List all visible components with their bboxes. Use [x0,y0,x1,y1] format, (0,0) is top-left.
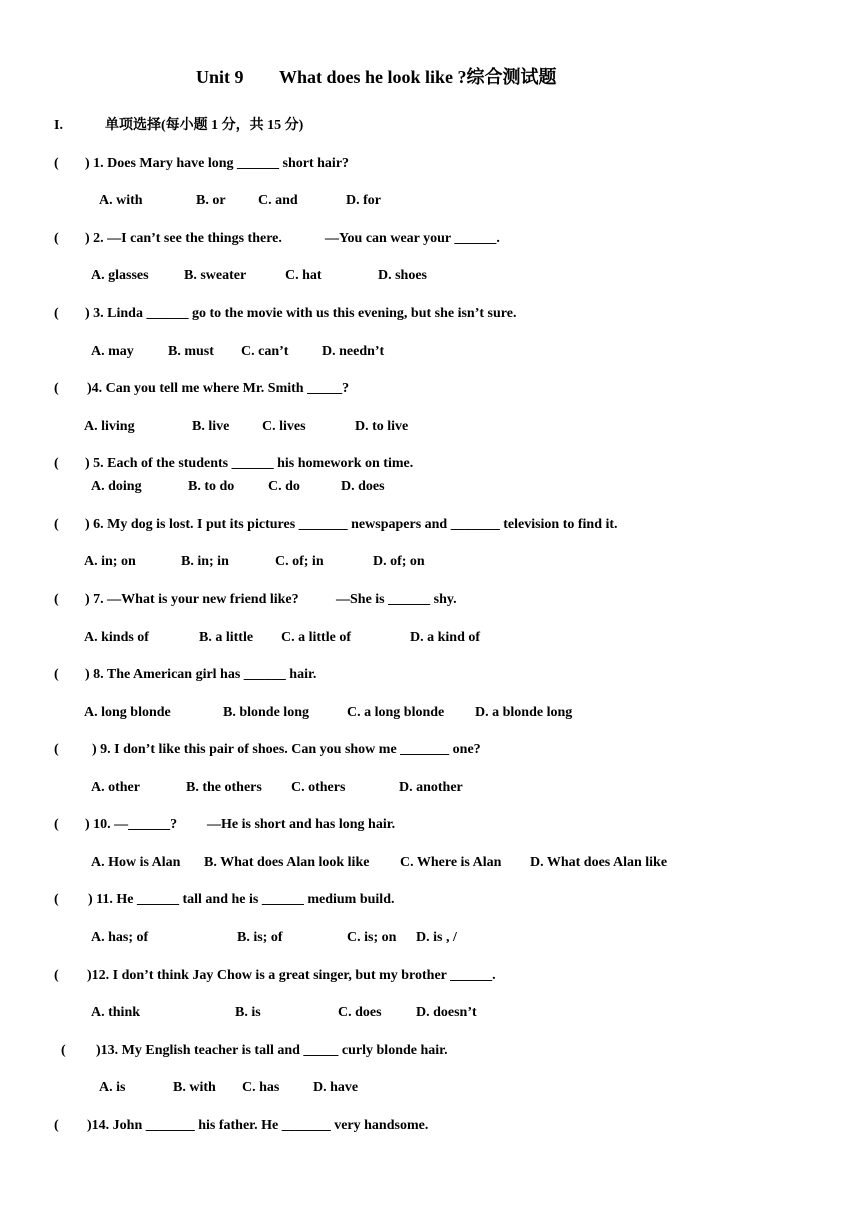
question-stem: )14. John _______ his father. He _______ very handsome. [87,1118,429,1133]
answer-paren: ( [54,892,59,907]
option-d: D. a blonde long [475,705,573,720]
option-c: C. a little of [281,630,351,645]
option-c: C. and [258,193,298,208]
question-stem: ) 3. Linda ______ go to the movie with us this evening, but she isn’t sure. [85,306,517,321]
option-b: B. sweater [184,268,247,283]
option-c: C. do [268,479,300,494]
answer-paren: ( [54,592,59,607]
option-a: A. in; on [84,554,136,569]
option-c: C. Where is Alan [400,855,502,870]
option-b: B. What does Alan look like [204,855,370,870]
question-stem: ) 5. Each of the students ______ his homework on time. [85,456,414,471]
answer-paren: ( [54,817,59,832]
question-stem-reply: —He is short and has long hair. [207,817,396,832]
option-d: D. does [341,479,385,494]
answer-paren: ( [54,517,59,532]
option-b: B. a little [199,630,254,645]
question-stem: ) 7. —What is your new friend like? [85,592,299,607]
option-d: D. needn’t [322,344,385,359]
option-a: A. How is Alan [91,855,181,870]
question-stem: ) 1. Does Mary have long ______ short hair? [85,156,350,171]
option-b: B. to do [188,479,235,494]
option-a: A. living [84,419,135,434]
option-d: D. a kind of [410,630,481,645]
option-a: A. is [99,1080,126,1095]
option-a: A. other [91,780,140,795]
answer-paren: ( [54,968,59,983]
option-c: C. can’t [241,344,289,359]
option-a: A. glasses [91,268,149,283]
page-title: What does he look like ?综合测试题 [279,67,557,87]
answer-paren: ( [54,742,59,757]
option-a: A. think [91,1005,141,1020]
option-d: D. of; on [373,554,425,569]
question-stem: ) 6. My dog is lost. I put its pictures _______ newspapers and _______ television to find it. [85,517,618,532]
answer-paren: ( [61,1043,66,1058]
option-d: D. another [399,780,463,795]
option-c: C. of; in [275,554,324,569]
question-stem: ) 10. —______? [85,817,178,832]
option-b: B. is; of [237,930,283,945]
answer-paren: ( [54,667,59,682]
option-b: B. must [168,344,214,359]
option-a: A. with [99,193,143,208]
answer-paren: ( [54,231,59,246]
option-a: A. has; of [91,930,149,945]
question-stem-reply: —She is ______ shy. [336,592,457,607]
question-stem: )4. Can you tell me where Mr. Smith _____? [87,381,350,396]
option-a: A. doing [91,479,142,494]
option-a: A. may [91,344,134,359]
question-stem: ) 9. I don’t like this pair of shoes. Can you show me _______ one? [92,742,481,757]
question-stem: ) 11. He ______ tall and he is ______ medium build. [88,892,395,907]
answer-paren: ( [54,156,59,171]
option-d: D. What does Alan like [530,855,668,870]
option-c: C. is; on [347,930,397,945]
option-d: D. to live [355,419,409,434]
option-c: C. lives [262,419,306,434]
option-c: C. does [338,1005,382,1020]
option-a: A. kinds of [84,630,149,645]
option-c: C. hat [285,268,322,283]
option-d: D. have [313,1080,359,1095]
option-c: C. a long blonde [347,705,445,720]
question-stem: ) 8. The American girl has ______ hair. [85,667,317,682]
option-b: B. or [196,193,226,208]
option-d: D. is , / [416,930,457,945]
option-d: D. shoes [378,268,428,283]
option-b: B. blonde long [223,705,309,720]
option-a: A. long blonde [84,705,171,720]
section-heading: 单项选择(每小题 1 分，共 15 分) [105,118,304,133]
option-b: B. live [192,419,230,434]
option-d: D. for [346,193,381,208]
option-d: D. doesn’t [416,1005,477,1020]
option-c: C. others [291,780,346,795]
answer-paren: ( [54,456,59,471]
option-b: B. with [173,1080,216,1095]
question-stem: ) 2. —I can’t see the things there. [85,231,282,246]
answer-paren: ( [54,381,59,396]
answer-paren: ( [54,306,59,321]
option-c: C. has [242,1080,280,1095]
option-b: B. is [235,1005,261,1020]
question-stem: )13. My English teacher is tall and _____ curly blonde hair. [96,1043,448,1058]
question-stem-reply: —You can wear your ______. [325,231,500,246]
option-b: B. the others [186,780,262,795]
option-b: B. in; in [181,554,229,569]
unit-number: Unit 9 [196,67,244,87]
section-numeral: I. [54,118,63,133]
answer-paren: ( [54,1118,59,1133]
question-stem: )12. I don’t think Jay Chow is a great singer, but my brother ______. [87,968,496,983]
